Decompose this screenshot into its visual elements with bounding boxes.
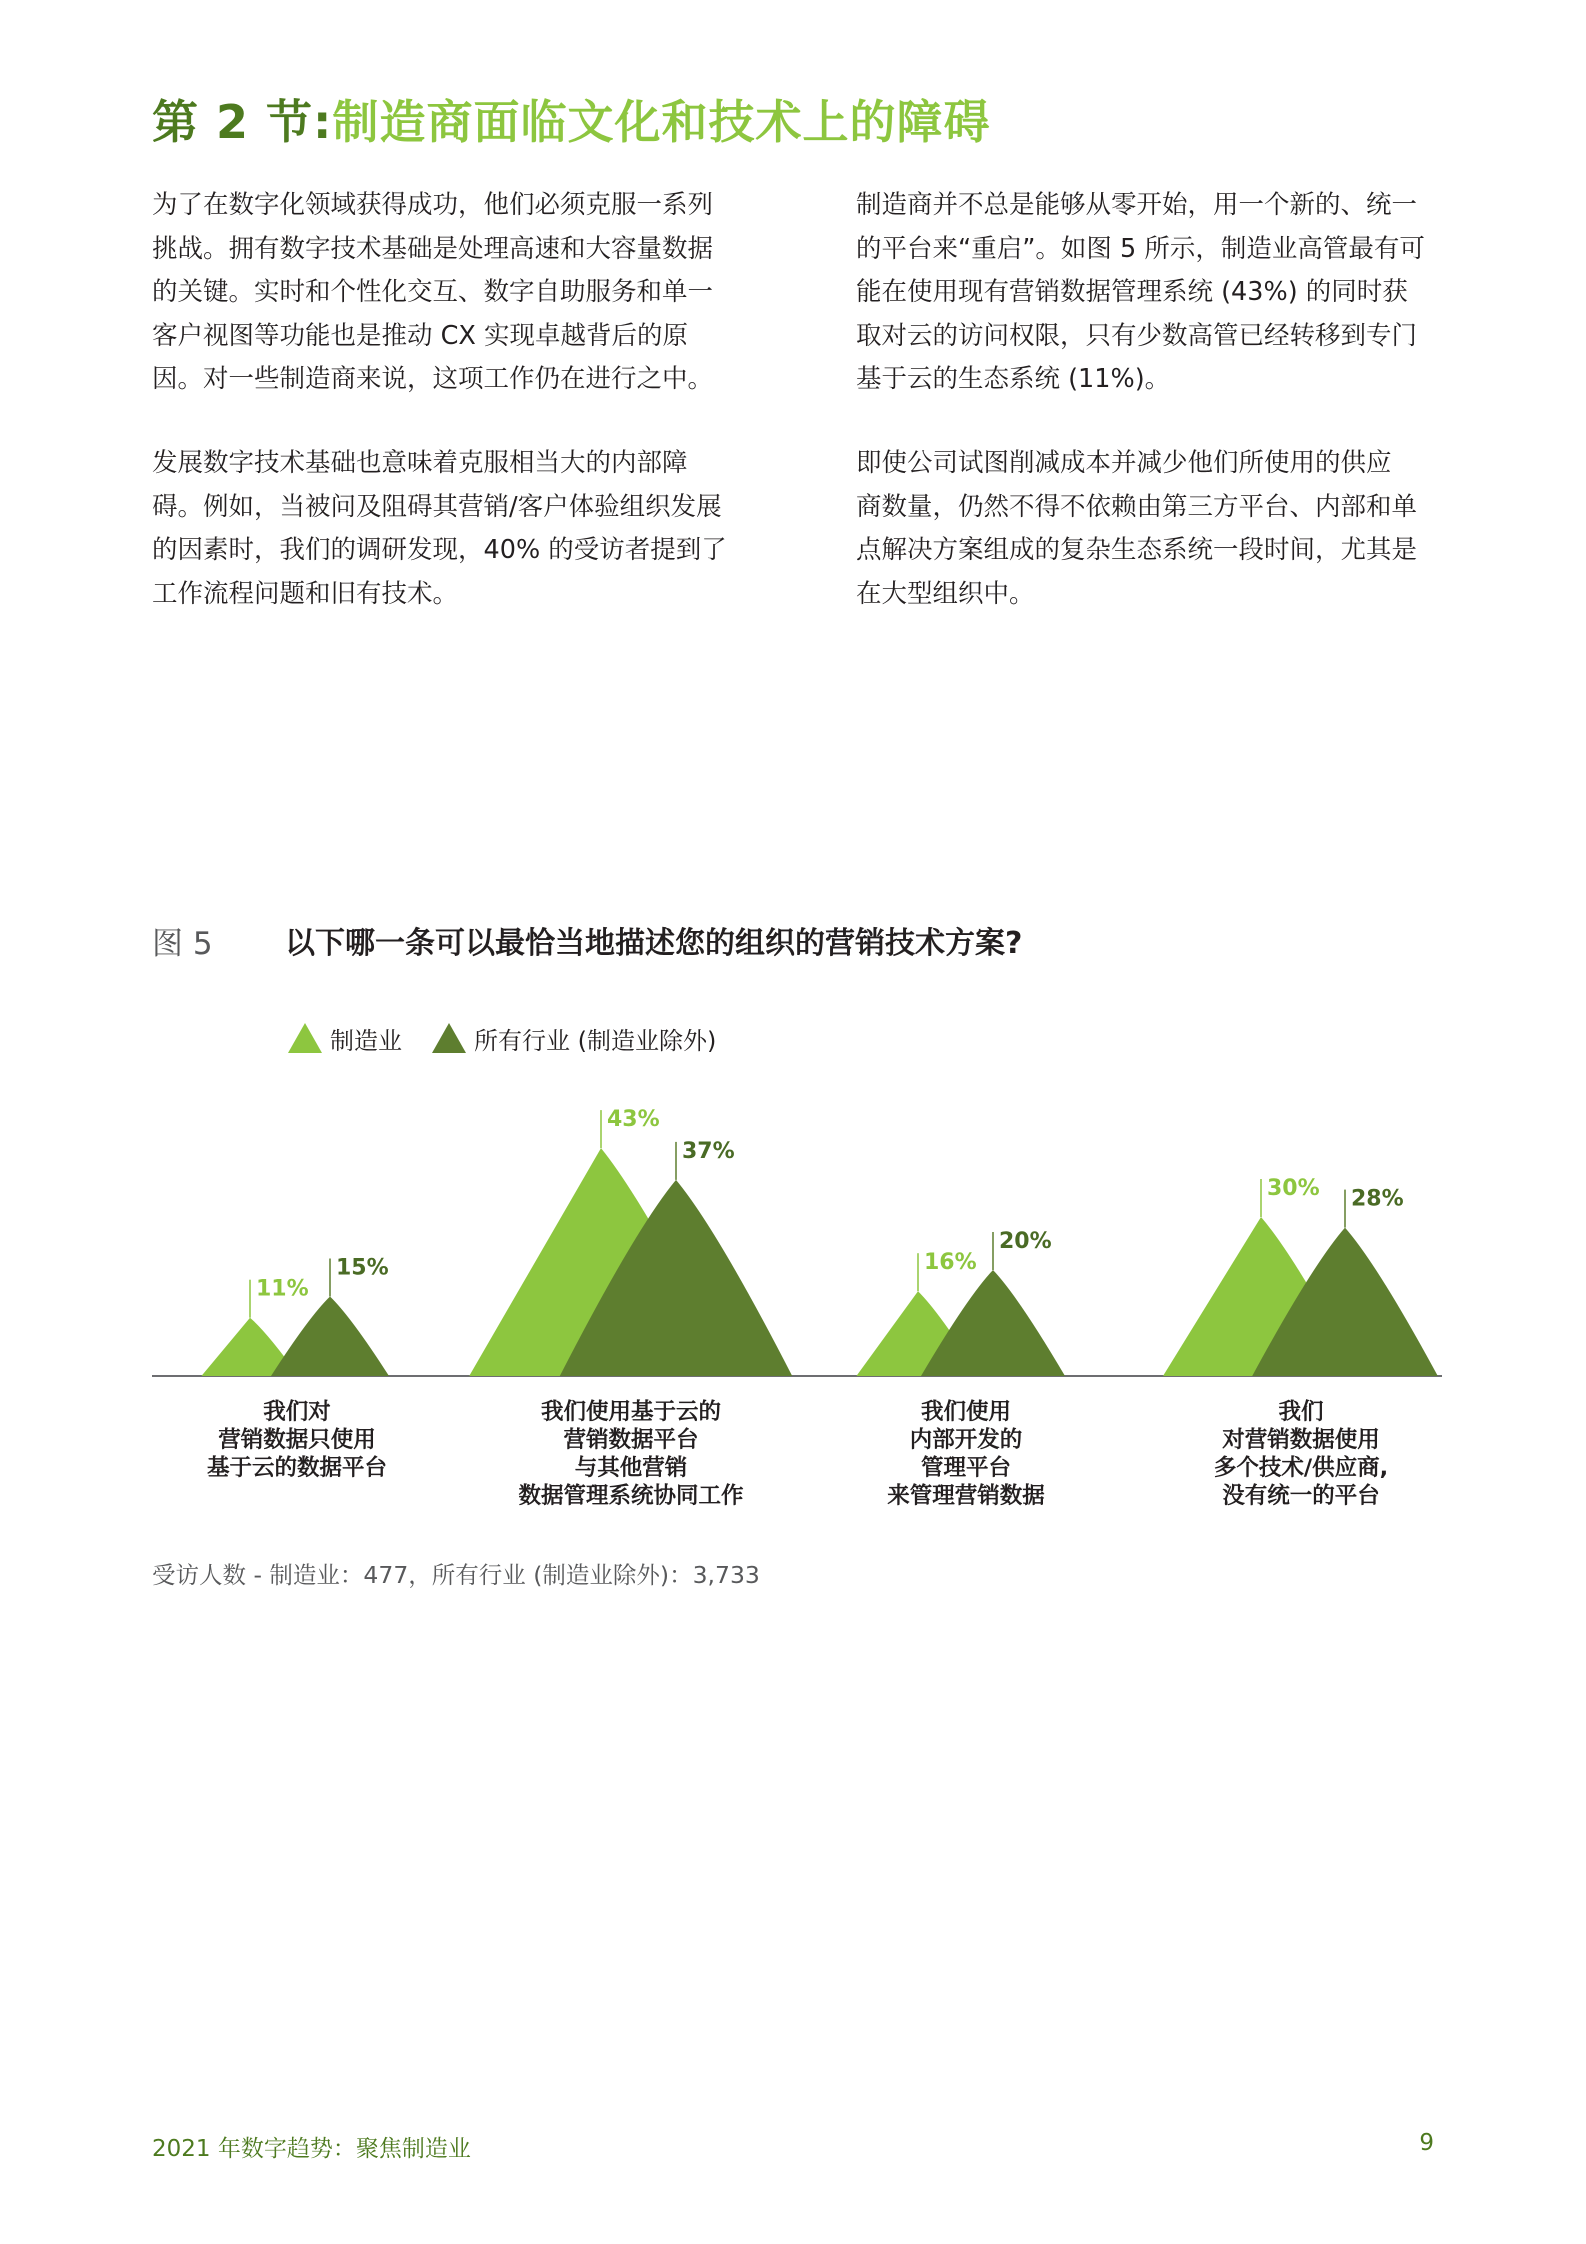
legend-label-all-industries: 所有行业 (制造业除外) xyxy=(474,1026,717,1055)
category-label: 我们使用 内部开发的 管理平台 来管理营销数据 xyxy=(887,1399,1045,1509)
category-label: 我们使用基于云的 营销数据平台 与其他营销 数据管理系统协同工作 xyxy=(518,1399,744,1509)
figure-title: 以下哪一条可以最恰当地描述您的组织的营销技术方案? xyxy=(285,926,1023,961)
body-col1-paragraph-2: 发展数字技术基础也意味着克服相当大的内部障 碍。例如，当被问及阻碍其营销/客户体验组织发展 的因素时，我们的调研发现，40% 的受访者提到了 工作流程问题和旧有技术。 xyxy=(152,448,727,609)
value-label: 43% xyxy=(607,1107,660,1133)
value-label: 11% xyxy=(256,1276,309,1302)
footer-publication: 2021 年数字趋势：聚焦制造业 xyxy=(152,2136,471,2162)
value-label: 16% xyxy=(924,1250,977,1276)
section-separator: : xyxy=(313,95,333,149)
value-label: 28% xyxy=(1351,1186,1404,1212)
figure-label: 图 5 xyxy=(152,926,213,962)
body-col2-paragraph-2: 即使公司试图削减成本并减少他们所使用的供应 商数量，仍然不得不依赖由第三方平台、内部和单 点解决方案组成的复杂生态系统一段时间，尤其是 在大型组织中。 xyxy=(856,448,1418,609)
value-label: 20% xyxy=(999,1229,1052,1254)
body-col2-paragraph-1: 制造商并不总是能够从零开始，用一个新的、统一 的平台来“重启”。如图 5 所示，制造业高管最有可 能在使用现有营销数据管理系统 (43%) 的同时获 取对云的访问权限，只有少数高管已经转移到专门 基于云的生态系统 (11%)。 xyxy=(856,190,1425,394)
respondents-note: 受访人数 - 制造业：477，所有行业 (制造业除外)：3,733 xyxy=(152,1561,760,1589)
peak-all-industries xyxy=(271,1297,389,1377)
page-number: 9 xyxy=(1419,2130,1434,2156)
value-label: 37% xyxy=(682,1138,735,1164)
legend-label-manufacturing: 制造业 xyxy=(330,1026,402,1055)
section-title: 制造商面临文化和技术上的障碍 xyxy=(332,95,991,149)
category-label: 我们对 营销数据只使用 基于云的数据平台 xyxy=(206,1399,387,1481)
value-label: 30% xyxy=(1267,1176,1320,1201)
section-number: 第 2 节 xyxy=(152,95,314,149)
category-label: 我们 对营销数据使用 多个技术/供应商, 没有统一的平台 xyxy=(1213,1399,1389,1509)
body-col1-paragraph-1: 为了在数字化领域获得成功，他们必须克服一系列 挑战。拥有数字技术基础是处理高速和大容量数据 的关键。实时和个性化交互、数字自助服务和单一 客户视图等功能也是推动 CX 实现卓越背后的原 因。对一些制造商来说，这项工作仍在进行之中。 xyxy=(152,190,714,394)
value-label: 15% xyxy=(336,1255,389,1281)
